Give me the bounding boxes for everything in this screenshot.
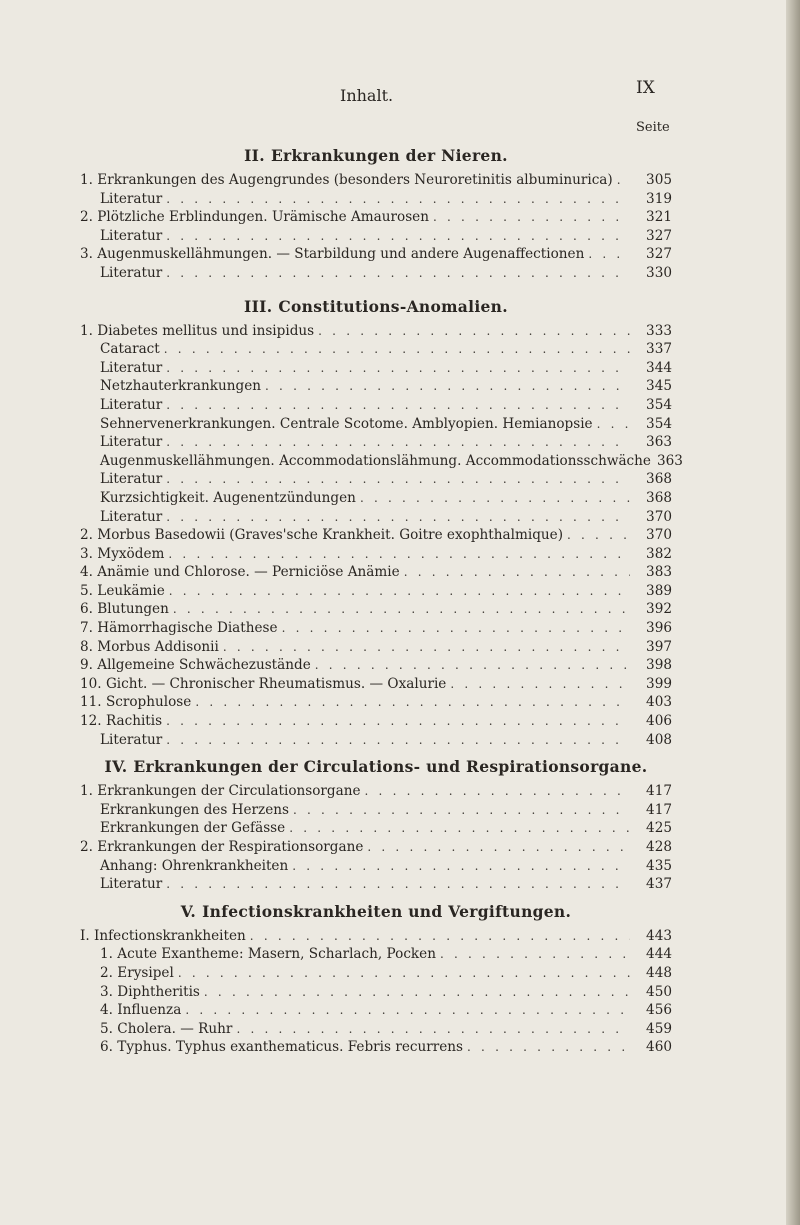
toc-entry-label: 2. Erysipel (100, 964, 174, 981)
toc-entry-page: 305 (646, 172, 672, 188)
toc-entry-label: Literatur (100, 876, 163, 893)
part-numeral: II. (244, 146, 265, 165)
toc-entry-page: 397 (646, 638, 672, 655)
part-heading (80, 902, 672, 921)
toc-entry[interactable] (80, 322, 672, 341)
leader-dots (166, 712, 630, 731)
leader-dots (166, 396, 630, 415)
leader-dots (168, 545, 630, 564)
leader-dots (164, 340, 630, 359)
toc-entry-label: I. Infectionskrankheiten (80, 927, 246, 944)
toc-entry-page: 396 (646, 620, 672, 637)
toc-entry-page: 403 (646, 694, 672, 711)
toc-entry[interactable] (80, 545, 672, 564)
toc-entry-page: 368 (646, 489, 672, 506)
page-edge-shadow (786, 0, 800, 1225)
toc-entry-label: 10. Gicht. — Chronischer Rheumatismus. — Oxalurie (80, 675, 447, 692)
toc-entry[interactable] (80, 619, 672, 638)
leader-dots (360, 489, 630, 508)
toc-entry[interactable] (80, 1001, 672, 1020)
toc-entry-label: 1. Erkrankungen des Augengrundes (besonders Neuroretinitis albuminurica) (80, 172, 613, 188)
leader-dots (404, 563, 630, 582)
toc-part-iii (80, 296, 683, 750)
toc-entry-page: 460 (646, 1039, 672, 1056)
leader-dots (318, 322, 630, 341)
toc-entry[interactable] (80, 857, 672, 876)
toc-entry[interactable] (80, 801, 672, 820)
toc-entry[interactable] (80, 964, 672, 983)
toc-entry-label: Anhang: Ohrenkrankheiten (100, 857, 289, 874)
part-heading (80, 757, 672, 776)
leader-dots (166, 875, 630, 894)
toc-entry[interactable] (80, 489, 672, 508)
toc-entry[interactable] (80, 693, 672, 712)
toc-entry[interactable] (80, 171, 672, 190)
toc-entry-label: Literatur (100, 190, 163, 207)
toc-entry[interactable] (80, 470, 672, 489)
leader-dots (204, 983, 630, 1002)
toc-entry[interactable] (80, 600, 672, 619)
toc-entry-label: 9. Allgemeine Schwächezustände (80, 657, 311, 674)
leader-dots (166, 508, 630, 527)
toc-entry-label: 12. Rachitis (80, 713, 163, 730)
toc-entry[interactable] (80, 433, 672, 452)
leader-dots (166, 264, 630, 283)
toc-entry-page: 383 (646, 564, 672, 581)
toc-entry[interactable] (80, 340, 672, 359)
toc-entry-page: 428 (646, 839, 672, 855)
toc-entry-page: 444 (646, 946, 672, 963)
toc-entry-label: 3. Augenmuskellähmungen. — Starbildung und andere Augenaffectionen (80, 246, 585, 263)
toc-entry-page: 417 (646, 801, 672, 818)
toc-entry-page: 370 (646, 527, 672, 544)
toc-entry-page: 333 (646, 322, 672, 339)
toc-entry-label: 3. Myxödem (80, 545, 165, 562)
toc-part-ii (80, 146, 672, 283)
toc-entry[interactable] (80, 245, 672, 264)
leader-dots (450, 675, 630, 694)
toc-entry-page: 392 (646, 601, 672, 618)
running-title: Inhalt. (340, 86, 394, 105)
toc-entry[interactable] (80, 656, 672, 675)
part-numeral: V. (180, 901, 197, 921)
toc-entry-page: 417 (646, 783, 672, 800)
leader-dots (367, 838, 630, 857)
toc-entry[interactable] (80, 927, 672, 946)
toc-entry[interactable] (80, 983, 672, 1002)
toc-entry[interactable] (80, 875, 672, 894)
toc-entry-page: 398 (646, 657, 672, 674)
toc-entry-page: 443 (646, 927, 672, 944)
toc-entry-label: Literatur (100, 434, 163, 451)
toc-entry[interactable] (80, 1038, 672, 1057)
leader-dots (250, 927, 630, 946)
leader-dots (166, 227, 630, 246)
toc-entry-label: Augenmuskellähmungen. Accommodationslähmung. Accommodationsschwäche (100, 452, 651, 469)
leader-dots (293, 801, 630, 820)
toc-entry-label: Erkrankungen der Gefässe (100, 820, 286, 837)
leader-dots (433, 208, 630, 227)
toc-entry-label: 8. Morbus Addisonii (80, 638, 219, 655)
toc-entry[interactable] (80, 452, 683, 471)
toc-entry-label: 11. Scrophulose (80, 694, 192, 711)
toc-entry[interactable] (80, 227, 672, 246)
part-title: Erkrankungen der Nieren. (270, 146, 508, 165)
toc-entry-page: 327 (646, 246, 672, 263)
toc-entry-label: Kurzsichtigkeit. Augenentzündungen (100, 489, 356, 506)
toc-entry-page: 354 (646, 396, 672, 413)
leader-dots (166, 731, 630, 750)
leader-dots (440, 945, 630, 964)
toc-entry-page: 448 (646, 964, 672, 981)
toc-entry-page: 337 (646, 341, 672, 358)
leader-dots (597, 415, 630, 434)
toc-entry[interactable] (80, 638, 672, 657)
toc-entry-page: 450 (646, 983, 672, 1000)
part-title: Infectionskrankheiten und Vergiftungen. (202, 901, 572, 921)
toc-entry-label: 1. Acute Exantheme: Masern, Scharlach, Pocken (100, 946, 436, 963)
toc-entry-page: 435 (646, 857, 672, 874)
toc-entry-label: Literatur (100, 227, 163, 244)
leader-dots (223, 638, 630, 657)
leader-dots (289, 819, 630, 838)
toc-entry-label: 2. Plötzliche Erblindungen. Urämische Amaurosen (80, 209, 429, 226)
toc-entry-label: 2. Morbus Basedowii (Graves'sche Krankheit. Goitre exophthalmique) (80, 527, 563, 544)
toc-entry-label: Literatur (100, 359, 163, 376)
toc-entry-label: 7. Hämorrhagische Diathese (80, 620, 278, 637)
leader-dots (169, 582, 630, 601)
toc-entry-label: Literatur (100, 471, 163, 488)
leader-dots (236, 1020, 630, 1039)
toc-entry-label: 6. Blutungen (80, 601, 169, 618)
toc-entry[interactable] (80, 526, 672, 545)
leader-dots (282, 619, 630, 638)
toc-entry[interactable] (80, 208, 672, 227)
page-number: IX (636, 78, 655, 98)
leader-dots (185, 1001, 630, 1020)
leader-dots (166, 470, 630, 489)
toc-entry-page: 406 (646, 713, 672, 730)
leader-dots (265, 377, 630, 396)
toc-entry-label: 2. Erkrankungen der Respirationsorgane (80, 839, 364, 855)
toc-entry-label: 1. Erkrankungen der Circulationsorgane (80, 783, 361, 800)
toc-entry-label: Cataract (100, 341, 160, 358)
toc-entry-label: 3. Diphtheritis (100, 983, 200, 1000)
toc-entry-page: 382 (646, 545, 672, 562)
toc-entry-label: 1. Diabetes mellitus und insipidus (80, 322, 315, 339)
toc-entry[interactable] (80, 712, 672, 731)
leader-dots (467, 1038, 630, 1057)
toc-entry-page: 344 (646, 359, 672, 376)
part-numeral: III. (244, 296, 273, 316)
toc-entry-page: 437 (646, 876, 672, 893)
leader-dots (178, 964, 630, 983)
toc-entry[interactable] (80, 582, 672, 601)
toc-entry-page: 330 (646, 264, 672, 281)
toc-entry-page: 370 (646, 508, 672, 525)
part-title: Constitutions-Anomalien. (278, 296, 508, 316)
part-title: Erkrankungen der Circulations- und Respirationsorgane. (133, 757, 648, 777)
toc-entry[interactable] (80, 838, 672, 857)
toc-entry-page: 459 (646, 1020, 672, 1037)
leader-dots (588, 245, 630, 264)
toc-entry-page: 321 (646, 209, 672, 226)
leader-dots (173, 600, 630, 619)
page-column-label: Seite (636, 120, 670, 135)
toc-entry-label: Sehnervenerkrankungen. Centrale Scotome. Amblyopien. Hemianopsie (100, 415, 593, 432)
toc-entry-page: 368 (646, 471, 672, 488)
toc-entry[interactable] (80, 782, 672, 801)
toc-entry-page: 425 (646, 820, 672, 837)
toc-entry[interactable] (80, 1020, 672, 1039)
toc-entry-label: Erkrankungen des Herzens (100, 801, 289, 818)
toc-entry[interactable] (80, 563, 672, 582)
part-heading (80, 146, 672, 165)
leader-dots (617, 171, 630, 190)
toc-entry-page: 345 (646, 378, 672, 395)
toc-entry-label: Literatur (100, 731, 163, 748)
leader-dots (315, 656, 630, 675)
toc-entry[interactable] (80, 508, 672, 527)
part-numeral: IV. (104, 757, 128, 777)
toc-entry-label: Literatur (100, 264, 163, 281)
toc-entry-label: Literatur (100, 396, 163, 413)
toc-entry-label: 5. Leukämie (80, 582, 165, 599)
toc-entry-page: 354 (646, 415, 672, 432)
toc-entry[interactable] (80, 731, 672, 750)
toc-entry[interactable] (80, 945, 672, 964)
table-of-contents (80, 142, 683, 1065)
toc-entry-page: 389 (646, 582, 672, 599)
toc-entry-label: 4. Influenza (100, 1002, 182, 1019)
toc-entry-label: 6. Typhus. Typhus exanthematicus. Febris recurrens (100, 1039, 464, 1056)
toc-entry-label: 4. Anämie und Chlorose. — Perniciöse Anämie (80, 564, 400, 581)
toc-entry[interactable] (80, 359, 672, 378)
leader-dots (195, 693, 630, 712)
toc-entry-page: 363 (656, 452, 683, 469)
toc-entry-page: 456 (646, 1002, 672, 1019)
leader-dots (292, 857, 630, 876)
toc-entry-page: 363 (646, 434, 672, 451)
toc-entry-page: 399 (646, 675, 672, 692)
leader-dots (365, 782, 630, 801)
leader-dots (166, 190, 630, 209)
leader-dots (166, 359, 630, 378)
toc-entry[interactable] (80, 415, 672, 434)
toc-entry-label: Netzhauterkrankungen (100, 378, 262, 395)
toc-part-iv (80, 757, 672, 894)
toc-entry-label: Literatur (100, 508, 163, 525)
leader-dots (567, 526, 630, 545)
toc-entry-page: 327 (646, 227, 672, 244)
toc-entry-page: 319 (646, 190, 672, 207)
toc-entry[interactable] (80, 264, 672, 283)
toc-entry-label: 5. Cholera. — Ruhr (100, 1020, 233, 1037)
toc-entry-page: 408 (646, 731, 672, 748)
toc-entry[interactable] (80, 396, 672, 415)
toc-entry[interactable] (80, 675, 672, 694)
toc-entry[interactable] (80, 190, 672, 209)
toc-entry[interactable] (80, 377, 672, 396)
toc-part-v (80, 902, 672, 1057)
toc-entry[interactable] (80, 819, 672, 838)
leader-dots (166, 433, 630, 452)
part-heading (80, 297, 672, 316)
